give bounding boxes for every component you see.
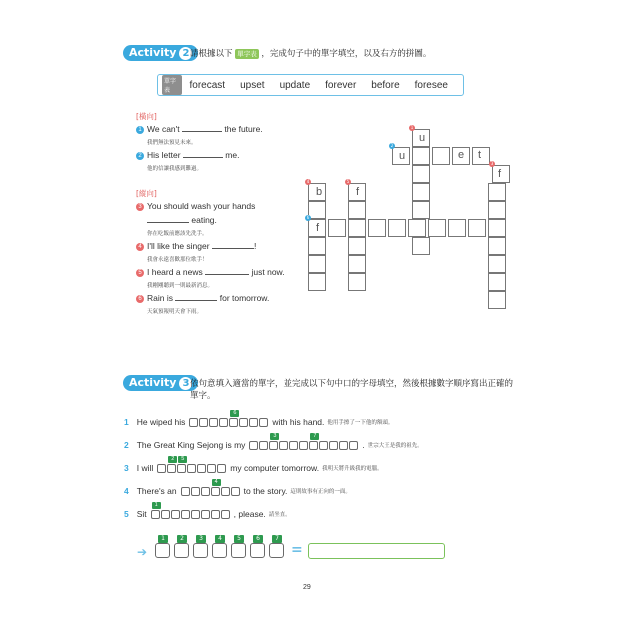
activity-2-instruction — [190, 47, 431, 59]
clue-text-end: ! — [253, 241, 257, 251]
word-upset: upset — [240, 79, 265, 91]
wordbank-tag: 單字表 — [162, 75, 182, 95]
word-forecast: forecast — [189, 79, 226, 91]
order-tag: 7 — [272, 535, 282, 543]
clue-text-end: the future. — [224, 124, 263, 134]
sentence-translation: 請坐直。 — [268, 512, 291, 518]
word-update: update — [279, 79, 311, 91]
letter-box[interactable] — [259, 418, 268, 427]
letter-boxes — [249, 432, 358, 450]
grid-cell[interactable] — [488, 183, 506, 201]
answer-blank[interactable] — [175, 292, 217, 301]
order-tag: 1 — [152, 502, 161, 509]
grid-letter: f — [356, 186, 360, 198]
sentence-text-end: my computer tomorrow. — [230, 463, 320, 473]
instruction-text-end: ，完成句子中的單字填空，以及右方的拼圖。 — [261, 49, 432, 59]
activity-number: 2 — [179, 47, 192, 60]
letter-box[interactable] — [309, 432, 318, 450]
clue-text: I heard a news — [147, 267, 203, 277]
grid-cell[interactable] — [368, 219, 386, 237]
activity-2-badge — [123, 45, 198, 61]
grid-number-dot: 1 — [410, 125, 414, 130]
answer-letter-box[interactable] — [269, 535, 284, 558]
letter-boxes — [181, 478, 240, 496]
sentence-number: 3 — [124, 463, 129, 473]
answer-letter-box[interactable] — [193, 535, 208, 558]
sentence-text: There's an — [136, 486, 177, 496]
letter-box[interactable] — [299, 441, 308, 450]
grid-cell[interactable] — [488, 201, 506, 219]
clue-number: 2 — [136, 152, 144, 160]
letter-box[interactable] — [349, 441, 358, 450]
clue-2 — [136, 149, 239, 160]
order-tag: 4 — [215, 535, 225, 543]
clue-4 — [136, 240, 256, 251]
letter-box[interactable] — [269, 432, 278, 450]
clue-number: 5 — [136, 269, 144, 277]
clue-text: We can't — [147, 124, 180, 134]
grid-cell[interactable] — [488, 291, 506, 309]
answer-blank[interactable] — [147, 214, 189, 223]
arrow-right-icon: ➔ — [137, 545, 148, 559]
letter-box[interactable] — [207, 464, 216, 473]
activity-number: 3 — [179, 377, 192, 390]
wordbank-tag-inline: 單字表 — [237, 49, 257, 58]
letter-box[interactable] — [151, 501, 160, 519]
grid-number-dot: 4 — [306, 179, 310, 184]
letter-box[interactable] — [231, 487, 240, 496]
grid-cell[interactable] — [348, 255, 366, 273]
answer-blank[interactable] — [183, 149, 223, 158]
grid-letter: f — [498, 168, 502, 180]
letter-box[interactable] — [189, 418, 198, 427]
grid-cell[interactable] — [488, 219, 506, 237]
clue-text: Rain is — [147, 293, 173, 303]
sentence-text-end: . — [362, 440, 365, 450]
letter-box[interactable] — [157, 464, 166, 473]
sentence-text: He wiped his — [136, 417, 186, 427]
letter-box[interactable] — [187, 464, 196, 473]
grid-letter: t — [478, 149, 482, 161]
order-tag: 3 — [196, 535, 206, 543]
sentence-text-end: , please. — [233, 509, 266, 519]
letter-box[interactable] — [211, 478, 220, 496]
sentence-1 — [124, 409, 394, 427]
grid-cell[interactable] — [388, 219, 406, 237]
answer-blank[interactable] — [212, 240, 257, 251]
letter-box[interactable] — [211, 510, 220, 519]
clue-text: I'll like the singer — [147, 241, 210, 251]
letter-box[interactable] — [171, 510, 180, 519]
clue-number: 6 — [136, 295, 144, 303]
sentence-4 — [124, 478, 351, 496]
word-bank — [157, 74, 464, 96]
activity-label: Activity — [129, 46, 177, 59]
answer-letter-box[interactable] — [231, 535, 246, 558]
letter-box[interactable] — [221, 510, 230, 519]
grid-cell[interactable] — [308, 255, 326, 273]
order-tag: 6 — [253, 535, 263, 543]
letter-box[interactable] — [201, 510, 210, 519]
letter-box[interactable] — [239, 418, 248, 427]
clue-3-translation: 你在吃飯前應該先洗手。 — [147, 231, 208, 237]
order-tag: 6 — [230, 410, 239, 417]
sentence-text-end: to the story. — [243, 486, 288, 496]
grid-number-dot: 5 — [346, 179, 350, 184]
grid-cell[interactable] — [412, 237, 430, 255]
letter-box[interactable] — [259, 441, 268, 450]
equals-sign: = — [291, 542, 303, 558]
sentence-text: Sit — [136, 509, 147, 519]
clue-text-end: for tomorrow. — [219, 293, 270, 303]
clue-5 — [136, 266, 285, 277]
activity-3-instruction-2: 單字。 — [190, 391, 216, 401]
grid-number-dot: 2 — [390, 143, 394, 148]
grid-letter: b — [316, 186, 323, 198]
grid-number-dot: 3 — [490, 161, 494, 166]
clue-text-end: eating. — [191, 215, 217, 225]
grid-cell[interactable] — [488, 273, 506, 291]
letter-box[interactable] — [221, 487, 230, 496]
letter-boxes — [189, 409, 268, 427]
grid-cell[interactable] — [412, 183, 430, 201]
letter-box[interactable] — [209, 418, 218, 427]
answer-letter-box[interactable] — [174, 535, 189, 558]
letter-box[interactable] — [197, 464, 206, 473]
order-tag: 4 — [212, 479, 221, 486]
down-label: [縱向] — [136, 189, 157, 198]
letter-box[interactable] — [279, 441, 288, 450]
clue-4-translation: 我會永遠喜歡那位歌手！ — [147, 257, 208, 263]
across-label: [橫向] — [136, 112, 157, 121]
order-tag: 2 — [177, 535, 187, 543]
sentence-number: 2 — [124, 440, 129, 450]
activity-label: Activity — [129, 376, 177, 389]
grid-cell[interactable] — [408, 219, 426, 237]
sentence-translation: 這則故事有正向的一面。 — [290, 489, 351, 495]
sentence-number: 4 — [124, 486, 129, 496]
sentence-number: 5 — [124, 509, 129, 519]
letter-box[interactable] — [289, 441, 298, 450]
sentence-text-end: with his hand. — [272, 417, 325, 427]
clue-number: 4 — [136, 243, 144, 251]
sentence-translation: 世宗大王是我的祖先。 — [367, 443, 423, 449]
order-tag: 3 — [270, 433, 279, 440]
clue-6 — [136, 292, 269, 303]
sentence-number: 1 — [124, 417, 129, 427]
grid-number-dot: 6 — [306, 215, 310, 220]
word-foresee: foresee — [414, 79, 448, 91]
grid-letter: u — [419, 132, 426, 144]
sentence-3 — [124, 455, 383, 473]
clue-1 — [136, 123, 263, 134]
clue-3-line2 — [147, 214, 217, 225]
sentence-text: I will — [136, 463, 154, 473]
order-tag: 5 — [178, 456, 187, 463]
grid-cell[interactable] — [468, 219, 486, 237]
order-tag: 1 — [158, 535, 168, 543]
word-forever: forever — [325, 79, 357, 91]
grid-cell[interactable] — [488, 255, 506, 273]
answer-letter-box[interactable] — [250, 535, 265, 558]
clue-text-end: me. — [225, 150, 240, 160]
grid-cell[interactable] — [328, 219, 346, 237]
grid-cell[interactable] — [448, 219, 466, 237]
answer-letter-box[interactable] — [155, 535, 170, 558]
clue-text: You should wash your hands — [147, 201, 256, 211]
letter-box[interactable] — [191, 487, 200, 496]
letter-box[interactable] — [167, 455, 176, 473]
letter-boxes — [157, 455, 226, 473]
letter-box[interactable] — [191, 510, 200, 519]
clue-2-translation: 他的信讓我感到難過。 — [147, 166, 203, 172]
letter-box[interactable] — [217, 464, 226, 473]
clue-number: 3 — [136, 203, 144, 211]
grid-cell[interactable] — [348, 219, 366, 237]
clue-text: His letter — [147, 150, 181, 160]
grid-cell[interactable] — [348, 237, 366, 255]
grid-cell[interactable] — [348, 273, 366, 291]
clue-5-translation: 我剛剛聽到一則最新消息。 — [147, 283, 214, 289]
instruction-text: 請根據以下 — [190, 49, 233, 59]
grid-cell[interactable] — [412, 165, 430, 183]
activity-3-instruction-1: 依句意填入適當的單字，並完成以下句中口的字母填空，然後根據數字順序寫出正確的 — [190, 379, 514, 389]
letter-box[interactable] — [201, 487, 210, 496]
letter-box[interactable] — [229, 409, 238, 427]
letter-box[interactable] — [319, 441, 328, 450]
sentence-5 — [124, 501, 291, 519]
sentence-translation: 他用手擦了一下他的額頭。 — [327, 420, 394, 426]
grid-letter: f — [316, 222, 320, 234]
answer-blank[interactable] — [205, 266, 249, 275]
letter-box[interactable] — [339, 441, 348, 450]
letter-box[interactable] — [249, 418, 258, 427]
letter-box[interactable] — [161, 510, 170, 519]
sentence-2 — [124, 432, 423, 450]
grid-cell[interactable] — [488, 237, 506, 255]
letter-box[interactable] — [219, 418, 228, 427]
grid-cell[interactable] — [432, 147, 450, 165]
sentence-text: The Great King Sejong is my — [136, 440, 246, 450]
answer-blank[interactable] — [182, 123, 222, 132]
grid-cell[interactable] — [308, 273, 326, 291]
grid-letter: u — [399, 150, 406, 162]
page-number: 29 — [303, 584, 311, 591]
clue-3 — [136, 201, 255, 211]
grid-cell[interactable] — [308, 237, 326, 255]
grid-letter: e — [458, 149, 465, 161]
order-tag: 7 — [310, 433, 319, 440]
clue-text-end: just now. — [251, 267, 285, 277]
order-tag: 5 — [234, 535, 244, 543]
clue-1-translation: 我們無法預見未來。 — [147, 140, 197, 146]
clue-6-translation: 天氣預報明天會下雨。 — [147, 309, 203, 315]
final-answer-field[interactable] — [308, 543, 445, 559]
order-tag: 2 — [168, 456, 177, 463]
answer-letter-box[interactable] — [212, 535, 227, 558]
clue-number: 1 — [136, 126, 144, 134]
letter-boxes — [151, 501, 230, 519]
grid-cell[interactable] — [348, 201, 366, 219]
grid-cell[interactable] — [428, 219, 446, 237]
activity-3-badge — [123, 375, 198, 391]
word-before: before — [371, 79, 400, 91]
letter-box[interactable] — [177, 455, 186, 473]
grid-cell[interactable] — [412, 201, 430, 219]
letter-box[interactable] — [181, 487, 190, 496]
letter-box[interactable] — [181, 510, 190, 519]
letter-box[interactable] — [329, 441, 338, 450]
sentence-translation: 我明天將升級我的電腦。 — [322, 466, 383, 472]
letter-box[interactable] — [199, 418, 208, 427]
letter-box[interactable] — [249, 441, 258, 450]
grid-cell[interactable] — [412, 147, 430, 165]
